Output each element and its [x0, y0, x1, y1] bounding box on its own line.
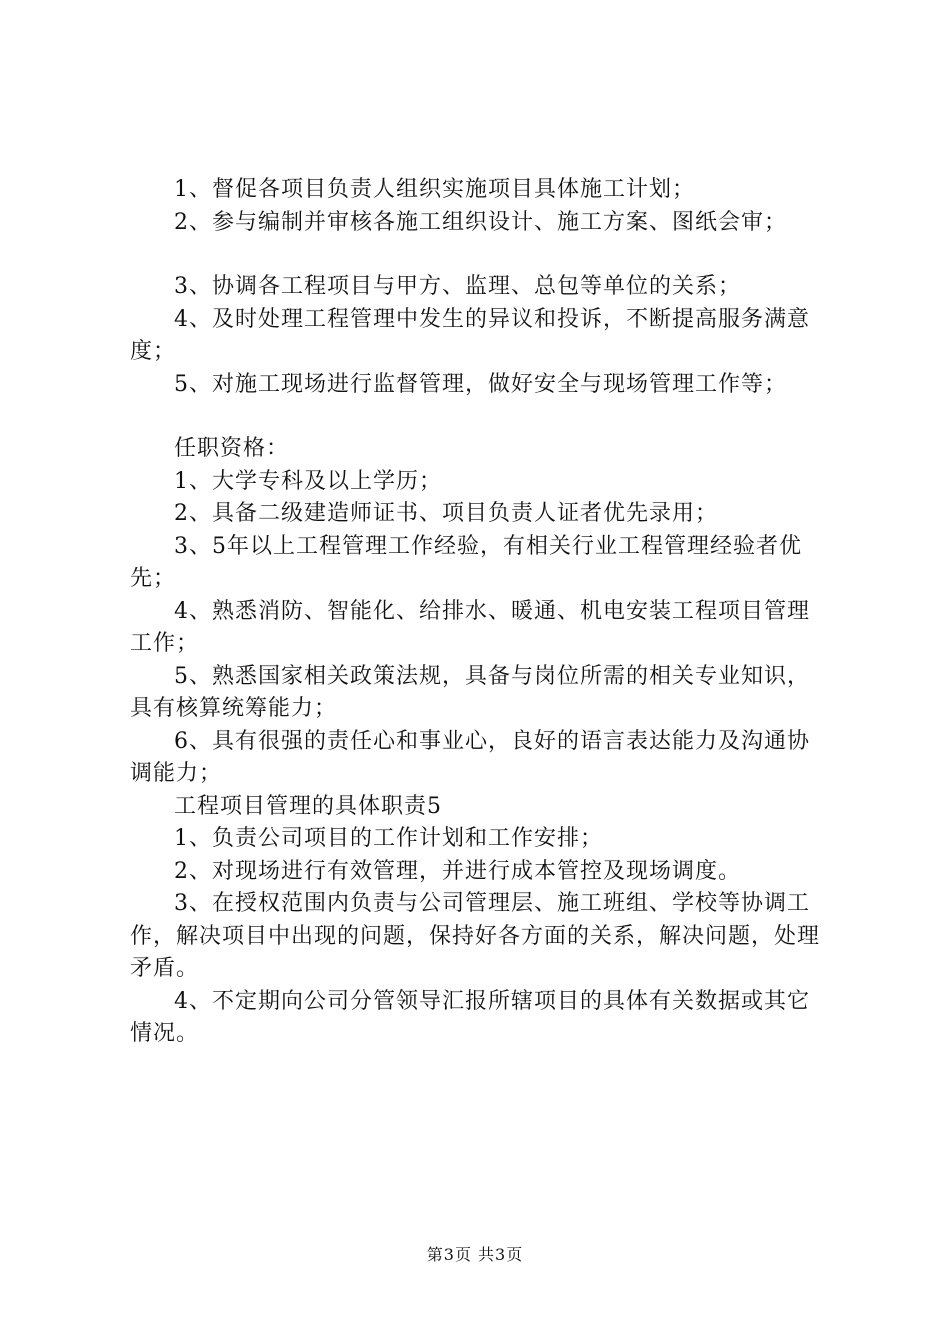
- duty-item-1: 1、督促各项目负责人组织实施项目具体施工计划；: [174, 177, 695, 202]
- qualification-item-4: 4、熟悉消防、智能化、给排水、暖通、机电安装工程项目管理工作；: [130, 598, 810, 656]
- section-5-heading: 工程项目管理的具体职责5: [174, 793, 442, 819]
- section-5-item-4: 4、不定期向公司分管领导汇报所辖项目的具体有关数据或其它情况。: [130, 988, 810, 1046]
- section-5-item-2: 2、对现场进行有效管理，并进行成本管控及现场调度。: [174, 858, 741, 884]
- qualification-item-5: 5、熟悉国家相关政策法规，具备与岗位所需的相关专业知识，具有核算统筹能力；: [130, 663, 810, 721]
- qualifications-heading: 任职资格：: [174, 436, 290, 461]
- duty-item-2: 2、参与编制并审核各施工组织设计、施工方案、图纸会审；: [174, 209, 787, 235]
- qualification-item-2: 2、具备二级建造师证书、项目负责人证者优先录用；: [174, 501, 718, 526]
- duty-item-5: 5、对施工现场进行监督管理，做好安全与现场管理工作等；: [174, 371, 787, 397]
- paragraph-spacer: [130, 401, 830, 433]
- paragraph-spacer: [130, 239, 830, 271]
- qualification-item-3: 3、5年以上工程管理工作经验，有相关行业工程管理经验者优先；: [130, 533, 802, 591]
- section-5-item-1: 1、负责公司项目的工作计划和工作安排；: [174, 826, 603, 851]
- duty-item-3: 3、协调各工程项目与甲方、监理、总包等单位的关系；: [174, 274, 741, 299]
- page-footer: 第3页 共3页: [426, 1245, 524, 1264]
- duty-item-4: 4、及时处理工程管理中发生的异议和投诉，不断提高服务满意度；: [130, 306, 810, 364]
- qualification-item-6: 6、具有很强的责任心和事业心，良好的语言表达能力及沟通协调能力；: [130, 728, 810, 786]
- section-5-item-3: 3、在授权范围内负责与公司管理层、施工班组、学校等协调工作，解决项目中出现的问题，保持好各方面的关系，解决问题，处理矛盾。: [130, 891, 821, 981]
- document-body: [130, 174, 830, 1051]
- qualification-item-1: 1、大学专科及以上学历；: [174, 468, 442, 494]
